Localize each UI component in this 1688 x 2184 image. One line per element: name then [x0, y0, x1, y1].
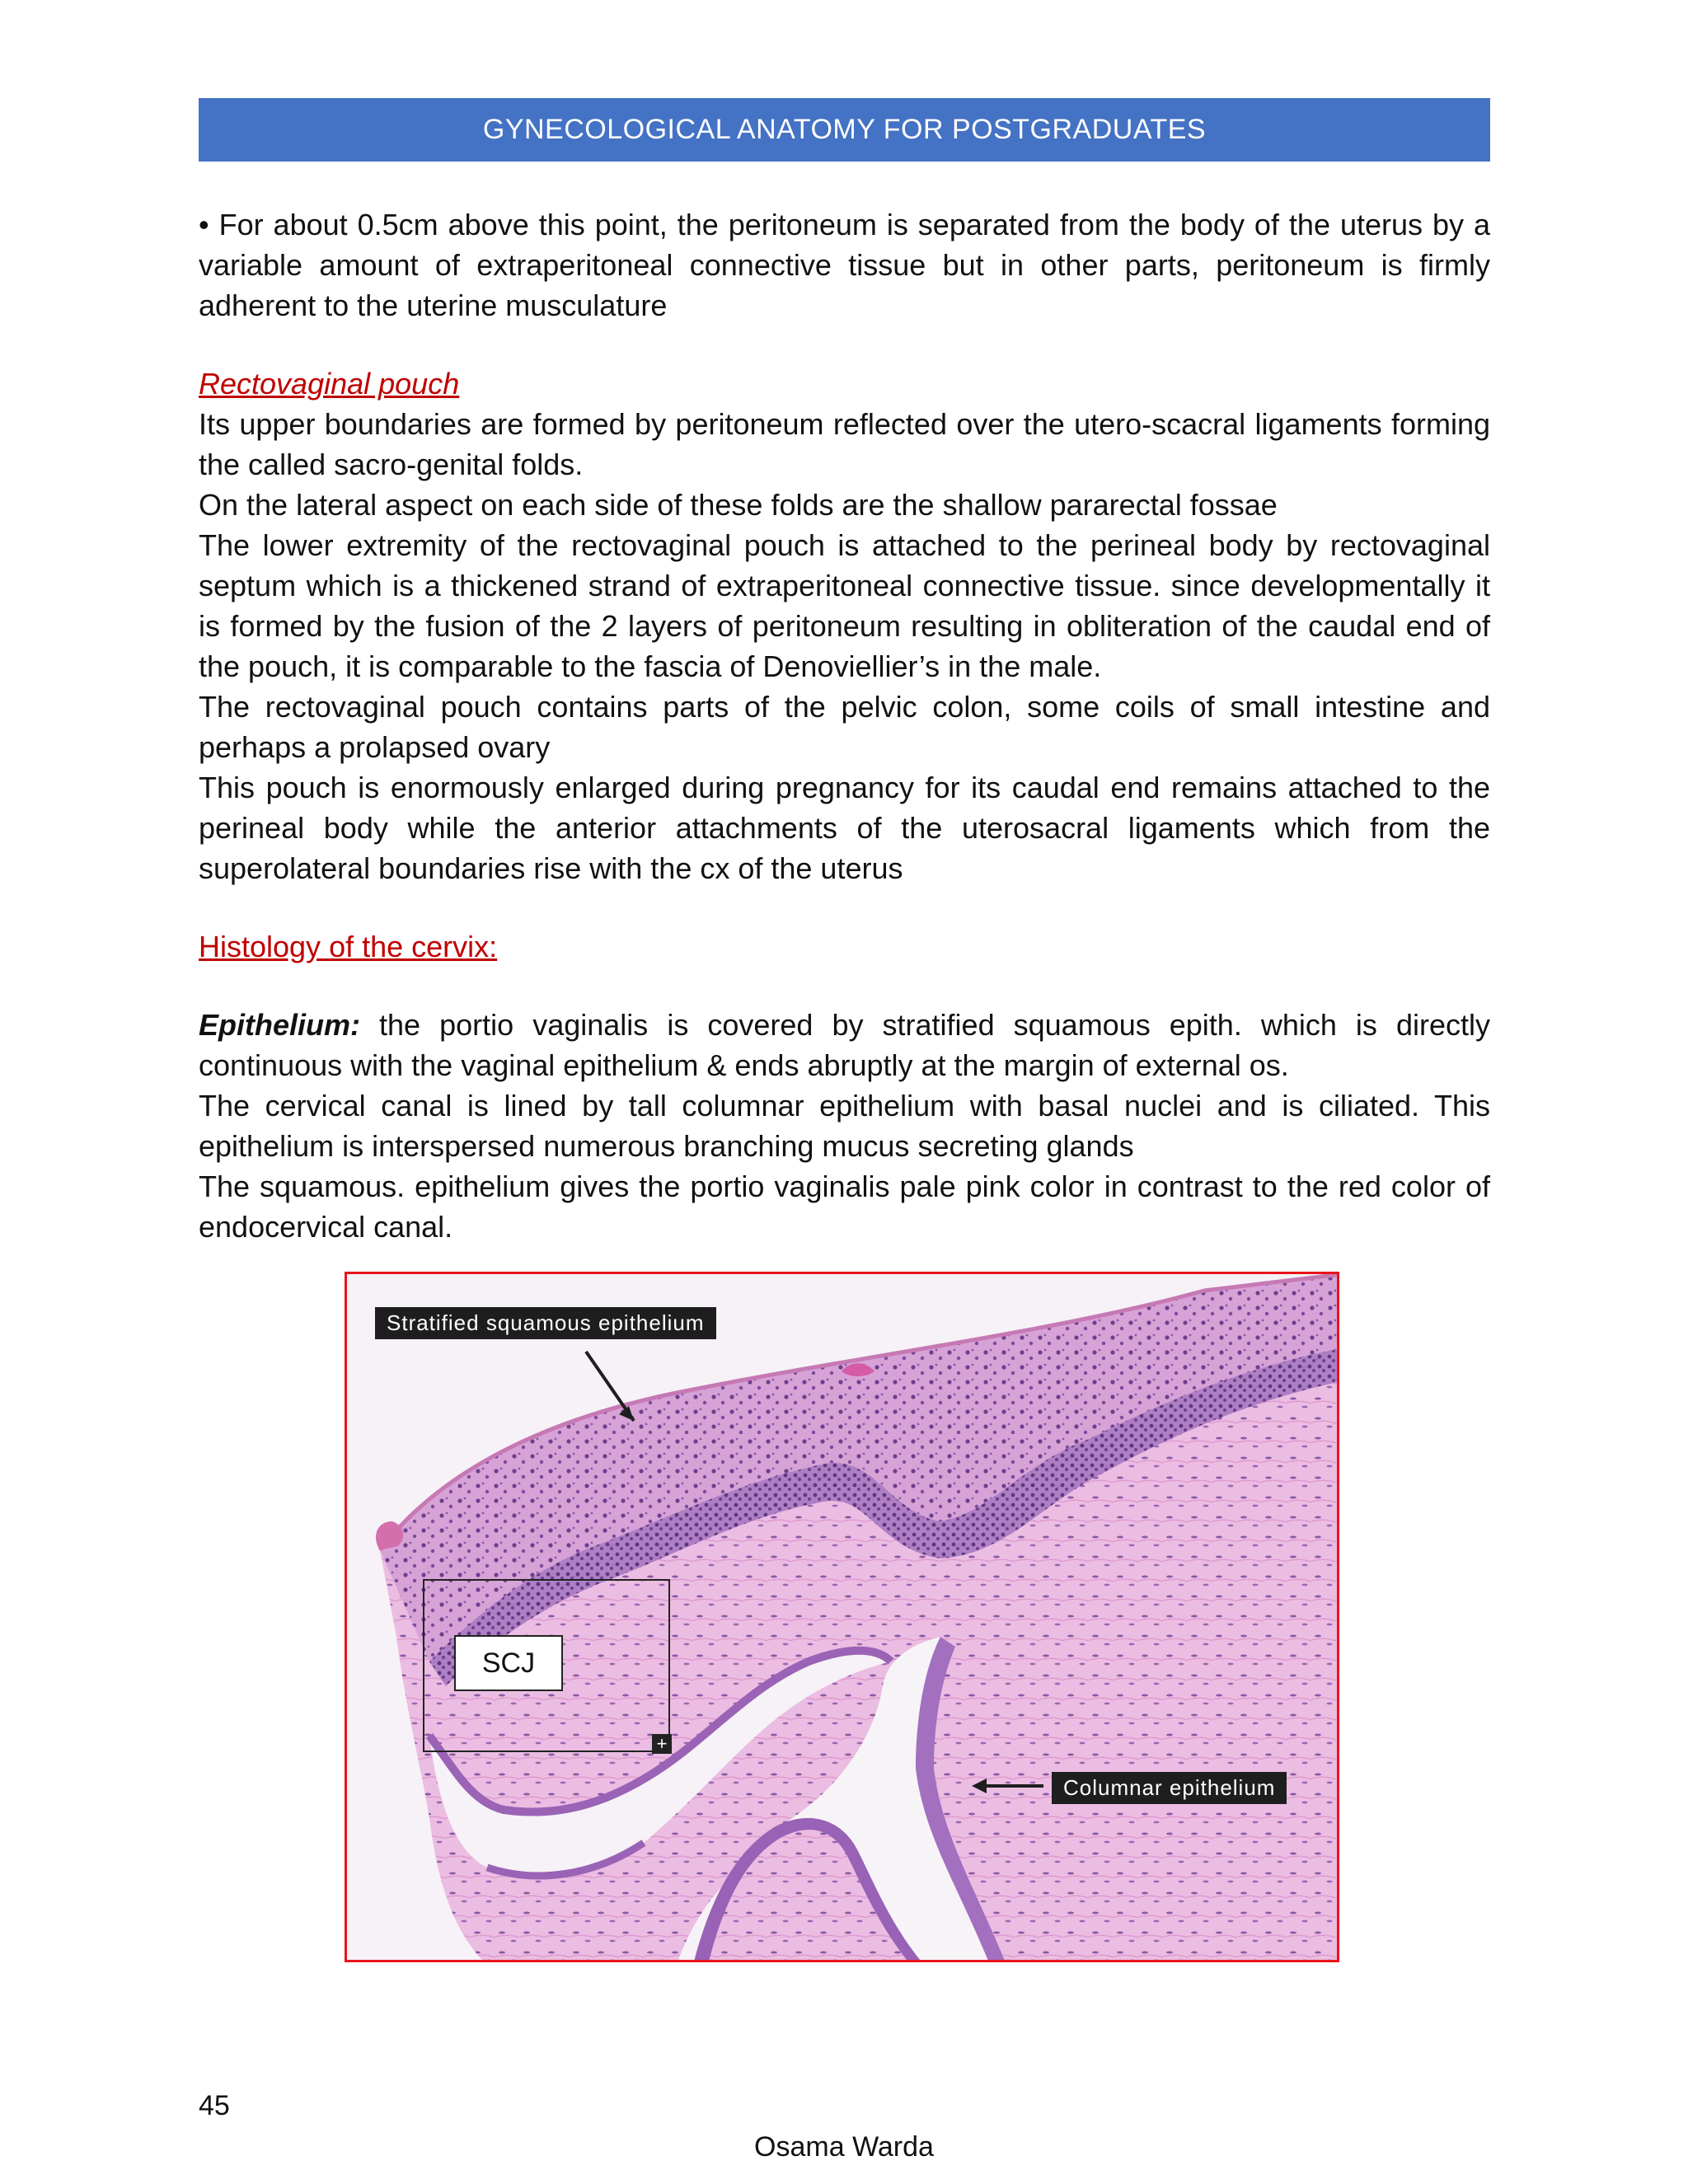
section-heading-histology: Histology of the cervix: — [199, 930, 498, 963]
label-stratified-squamous: Stratified squamous epithelium — [375, 1307, 716, 1339]
intro-text: For about 0.5cm above this point, the peritoneum is separated from the body of the uterus by a variable amount of extraperitoneal connective tissue but in other parts, peritoneum is firmly adherent to the uterine musculature — [199, 208, 1490, 322]
label-columnar: Columnar epithelium — [1052, 1772, 1287, 1804]
running-header: GYNECOLOGICAL ANATOMY FOR POSTGRADUATES — [199, 98, 1490, 162]
paragraph: Its upper boundaries are formed by peritoneum reflected over the utero-scacral ligaments forming the called sacro-genital folds. — [199, 407, 1490, 481]
page-content — [199, 204, 1490, 1247]
footer-author: Osama Warda — [754, 2131, 934, 2163]
zoom-plus-icon: + — [652, 1734, 672, 1754]
epithelium-paragraph — [199, 1005, 1490, 1085]
epithelium-label: Epithelium: — [199, 1008, 360, 1042]
paragraph: The squamous. epithelium gives the portio vaginalis pale pink color in contrast to the red color of endocervical canal. — [199, 1169, 1490, 1244]
paragraph: On the lateral aspect on each side of these folds are the shallow pararectal fossae — [199, 488, 1278, 522]
epithelium-text: the portio vaginalis is covered by stratified squamous epith. which is directly continuous with the vaginal epithelium & ends abruptly at the margin of external os. — [199, 1008, 1490, 1082]
paragraph: The rectovaginal pouch contains parts of the pelvic colon, some coils of small intestine and perhaps a prolapsed ovary — [199, 690, 1490, 764]
intro-paragraph — [199, 204, 1490, 326]
scj-label: SCJ — [454, 1635, 563, 1691]
histology-figure — [345, 1272, 1339, 1962]
paragraph: The lower extremity of the rectovaginal pouch is attached to the perineal body by rectovaginal septum which is a thickened strand of extraperitoneal connective tissue. since developmentally it is formed by the fusion of the 2 layers of peritoneum resulting in obliteration of the caudal end of the pouch, it is comparable to the fascia of Denoviellier’s in the male. — [199, 528, 1490, 683]
bullet: • — [199, 208, 209, 241]
paragraph: The cervical canal is lined by tall columnar epithelium with basal nuclei and is ciliated. This epithelium is interspersed numerous branching mucus secreting glands — [199, 1089, 1490, 1163]
section-heading-rectovaginal: Rectovaginal pouch — [199, 367, 460, 401]
paragraph: This pouch is enormously enlarged during pregnancy for its caudal end remains attached to the perineal body while the anterior attachments of the uterosacral ligaments which from the superolateral boundaries rise with the cx of the uterus — [199, 771, 1490, 885]
page-number: 45 — [199, 2090, 230, 2121]
